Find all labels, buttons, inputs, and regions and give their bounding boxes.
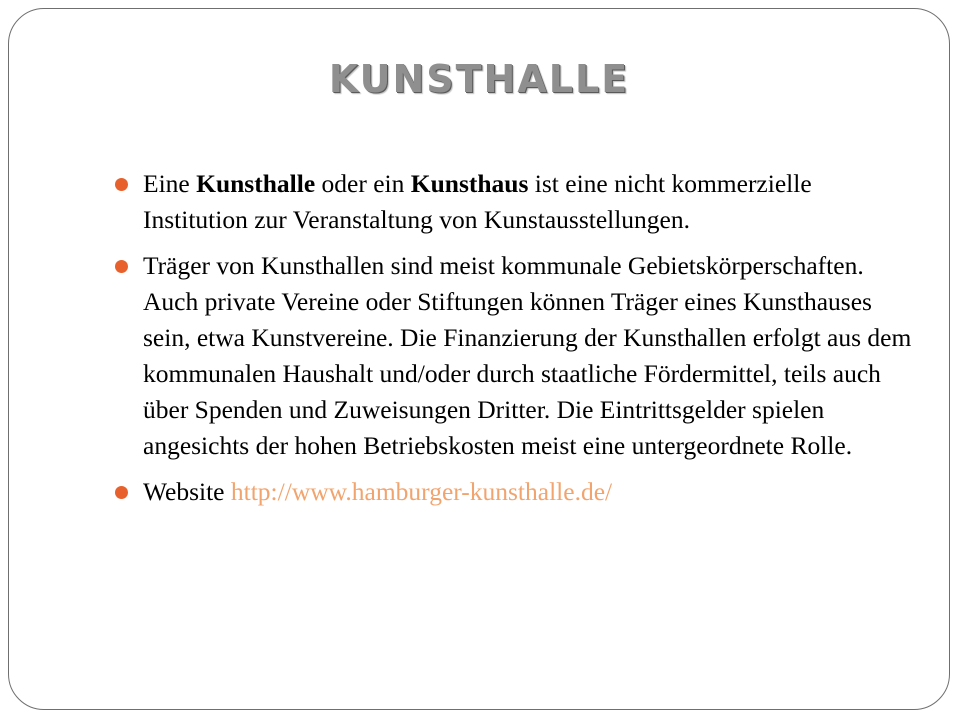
bullet-item-traeger [113, 248, 913, 464]
slide-frame [8, 8, 950, 710]
term-kunsthaus: Kunsthaus [410, 169, 529, 198]
bullet-item-definition [113, 166, 913, 238]
bullet-dot-icon [115, 260, 128, 273]
bullet-dot-icon [115, 178, 128, 191]
bullet-list [113, 166, 913, 520]
bullet-text-part: oder ein [315, 169, 411, 198]
bullet-text: Träger von Kunsthallen sind meist kommunale Gebietskörperschaften. Auch private Vereine oder Stiftungen können Träger eines Kunsthauses sein, etwa Kunstvereine. Die Finanzierung der Kunsthallen erfolgt aus dem kommunalen Haushalt und/oder durch staatliche Fördermittel, teils auch über Spenden und Zuweisungen Dritter. Die Eintrittsgelder spielen angesichts der hohen Betriebskosten meist eine untergeordnete Rolle. [143, 251, 912, 460]
bullet-text-part: ist eine nicht kommerzielle Institution zur Veranstaltung von Kunstausstellungen. [143, 169, 812, 234]
bullet-dot-icon [115, 486, 128, 499]
bullet-text-part: Eine [143, 169, 197, 198]
term-kunsthalle: Kunsthalle [196, 169, 316, 198]
slide-title: KUNSTHALLE [328, 57, 630, 101]
bullet-item-website [113, 474, 913, 510]
website-label: Website [143, 477, 225, 506]
website-link[interactable]: http://www.hamburger-kunsthalle.de/ [230, 477, 613, 506]
